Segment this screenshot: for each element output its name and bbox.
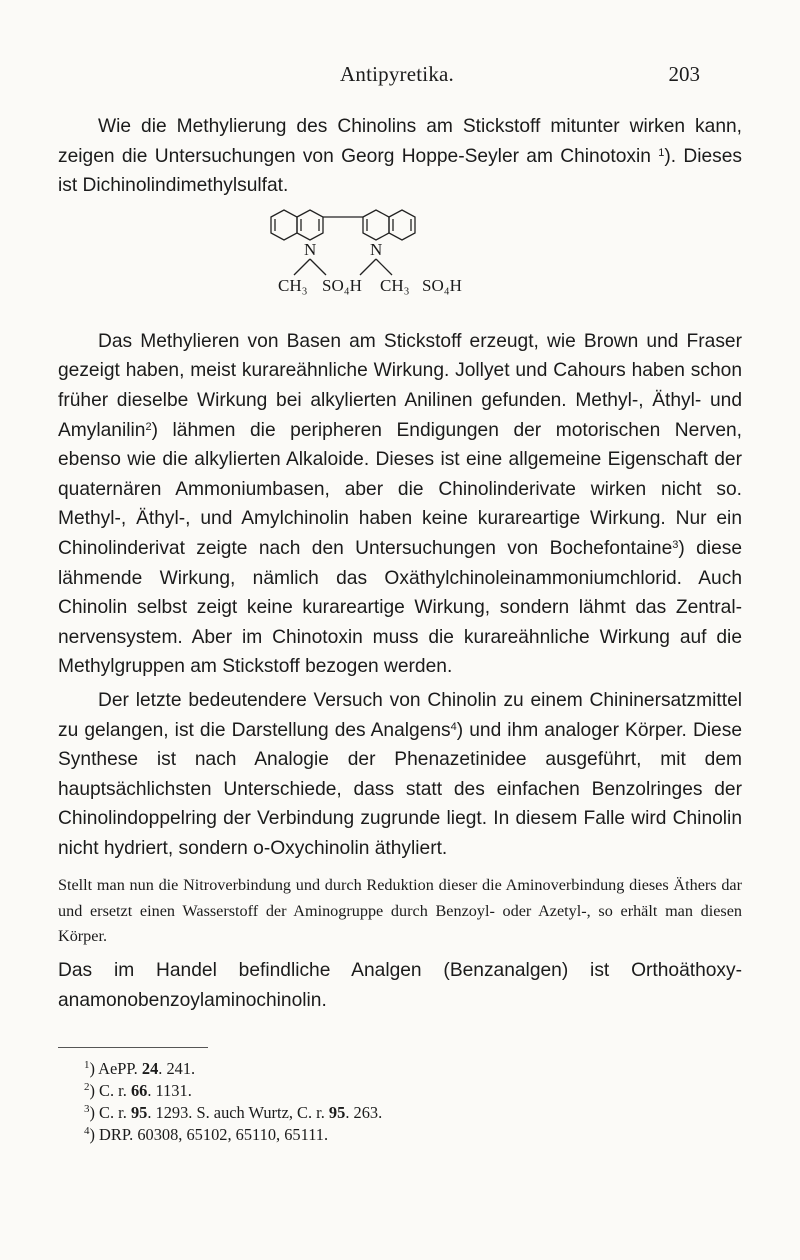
paragraph-text: Das Methylieren von Basen am Stickstoff erzeugt, wie Brown und Fraser gezeigt haben, meist kurareähnliche Wirkung. Jollyet und Cahours haben schon früher dieselbe Wirkung bei alkylierten Anilinen gefunden. Methyl-, Äthyl- und Amylanilin: [58, 330, 742, 441]
paragraph-analgen: [58, 686, 742, 864]
footnote-volume: 95: [130, 1102, 148, 1122]
footnote: [84, 1058, 742, 1080]
footnote: [84, 1102, 742, 1124]
sulfate-label-right: SO₄H: [422, 275, 462, 295]
paragraph-text: ) lähmen die peripheren Endigungen der motorischen Nerven, ebenso wie die alkylierten Alkaloide. Dieses ist eine allgemeine Eigenschaft der quaternären Ammoniumbasen, aber die Chinolinderivate wirken nicht so. Methyl-, Äthyl-, und Amylchinolin haben keine kurareartige Wirkung. Nur ein Chinolinderivat zeigte nach den Untersuchungen von Bochefontaine: [58, 419, 742, 559]
footnote-volume: 95: [328, 1102, 346, 1122]
nitrogen-label-right: N: [370, 239, 383, 259]
page-header: [0, 62, 800, 92]
footnote-text: ) DRP. 60308, 65102, 65110, 65111.: [89, 1124, 329, 1144]
footnote-text: ) AePP.: [89, 1059, 142, 1079]
methyl-label-right: CH₃: [380, 275, 410, 295]
footnote-volume: 66: [130, 1080, 148, 1100]
footnote-mark: 1: [84, 1059, 90, 1072]
chemical-structure-diagram: [58, 207, 742, 323]
paragraph-text: Der letzte bedeutendere Versuch von Chinolin zu einem Chininersatzmittel zu gelangen, ist die Darstellung des Analgens: [58, 689, 742, 741]
footnote-text: . 241.: [158, 1059, 196, 1079]
running-title: Antipyretika.: [340, 62, 454, 86]
paragraph-chinotoxin: [58, 112, 742, 201]
page-number: 203: [668, 62, 700, 86]
footnote-text: . 263.: [345, 1102, 383, 1122]
page-body: [58, 112, 742, 1145]
footnote-mark: 3: [84, 1102, 90, 1115]
paragraph-text: ) und ihm analoger Körper. Diese Synthese ist nach Analogie der Phenazetinidee ausgeführt, mit dem hauptsächlichsten Unterschiede, dass statt des einfachen Benzolringes der Chinolindoppelring der Verbindung zugrunde liegt. In diesem Falle wird Chinolin nicht hydriert, sondern o-Oxychinolin äthyliert.: [58, 719, 742, 859]
footnote-text: ) C. r.: [89, 1080, 131, 1100]
methyl-label-left: CH₃: [278, 275, 308, 295]
paragraph-methylation: [58, 327, 742, 682]
small-print-paragraph: Stellt man nun die Nitroverbindung und durch Reduktion dieser die Aminoverbindung dieses Äthers dar und ersetzt einen Wasserstoff der Aminogruppe durch Benzoyl- oder Azetyl-, so erhält man diesen Körper.: [58, 876, 742, 946]
paragraph-text: ). Dieses ist Dichinolindimethylsulfat.: [58, 145, 743, 197]
footnote-text: . 1293. S. auch Wurtz, C. r.: [147, 1102, 329, 1122]
footnote: [84, 1124, 742, 1146]
footnote-ref[interactable]: 2: [145, 420, 152, 433]
paragraph-text: Wie die Methylierung des Chinolins am Stickstoff mitunter wirken kann, zeigen die Untersuchungen von Georg Hoppe-Seyler am Chinotoxin: [58, 116, 742, 167]
footnote-text: . 1131.: [147, 1080, 192, 1100]
footnote-ref[interactable]: 3: [672, 538, 679, 551]
dichinolin-rings: [258, 207, 558, 285]
footnote-divider: [58, 1047, 208, 1048]
footnote-ref[interactable]: 4: [450, 720, 457, 733]
footnote-mark: 2: [84, 1080, 90, 1093]
footnote-ref[interactable]: 1: [658, 146, 665, 159]
footnotes: [84, 1058, 742, 1145]
nitrogen-label-left: N: [304, 239, 317, 259]
sulfate-label-left: SO₄H: [322, 275, 362, 295]
paragraph-benzanalgen: Das im Handel befindliche Analgen (Benzanalgen) ist Orthoäthoxyanamonobenzoylaminochinolin.: [58, 959, 742, 1011]
footnote-mark: 4: [84, 1124, 90, 1137]
paragraph-text: ) diese lähmende Wirkung, nämlich das Oxäthylchinoleinammoniumchlorid. Auch Chinolin selbst zeigt keine kurareartige Wirkung, sondern lähmt das Zentralnervensystem. Aber im Chinotoxin muss die kurareähnliche Wirkung auf die Methylgruppen am Stickstoff bezogen werden.: [58, 537, 742, 678]
footnote-text: ) C. r.: [89, 1102, 131, 1122]
footnote: [84, 1080, 742, 1102]
footnote-volume: 24: [141, 1059, 159, 1079]
